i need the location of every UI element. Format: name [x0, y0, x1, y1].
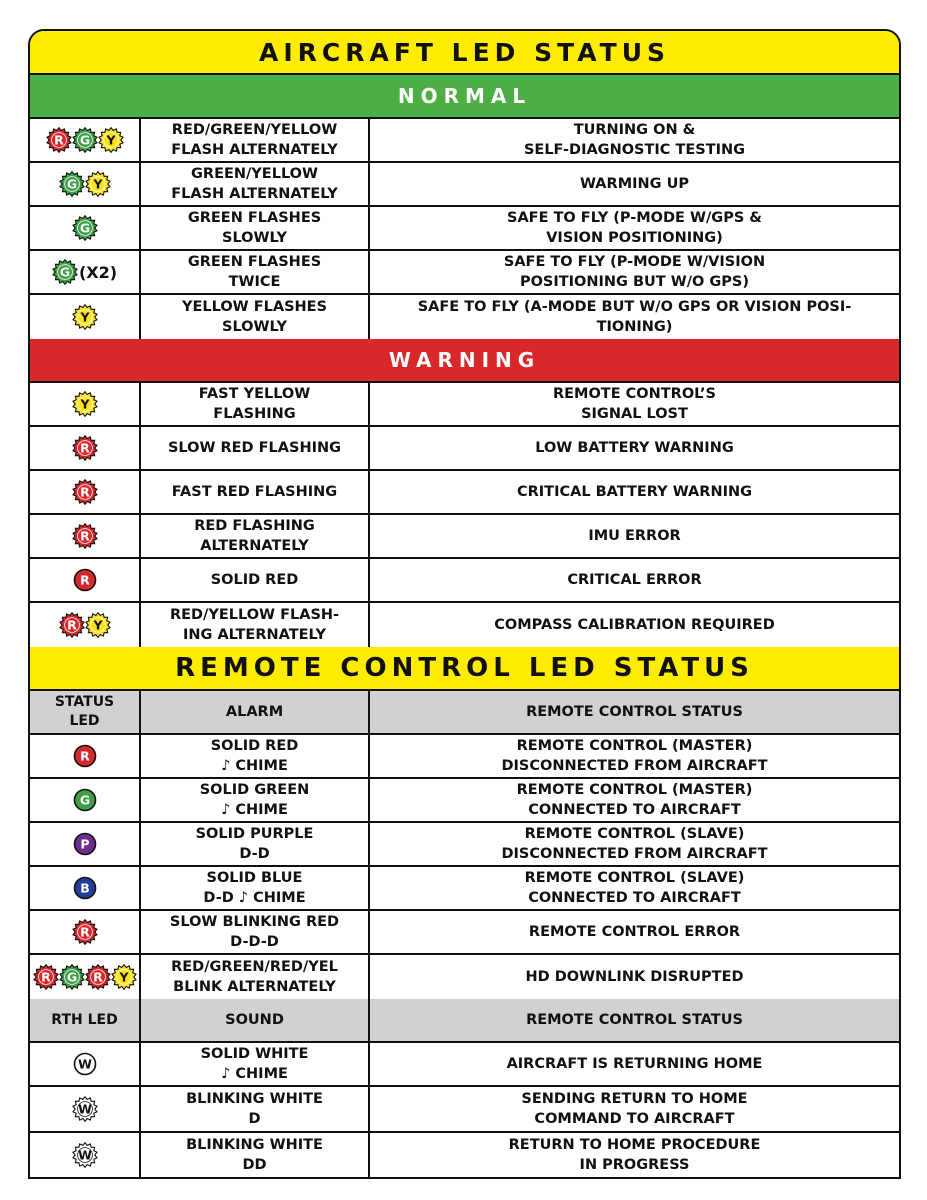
svg-text:R: R [79, 528, 90, 544]
red-led-flash-icon [72, 919, 98, 945]
svg-text:G: G [79, 220, 90, 236]
red-led-flash-icon [72, 435, 98, 461]
status-description-text: REMOTE CONTROL ERROR [528, 924, 741, 940]
led-indicator-cell [30, 955, 141, 999]
led-icon-group [72, 391, 98, 417]
red-led-flash-icon [72, 479, 98, 505]
led-indicator-cell [30, 163, 141, 205]
led-pattern-text: SOLID WHITE ♪ CHIME [141, 1043, 370, 1085]
warning-table [30, 383, 899, 647]
yellow-led-flash-icon [111, 964, 137, 990]
led-icon-group [59, 171, 111, 197]
status-description-text: SAFE TO FLY (P-MODE W/GPS & VISION POSITIONING) [507, 210, 762, 246]
rth-header-led: RTH LED [30, 999, 141, 1041]
status-description-text: TURNING ON & SELF-DIAGNOSTIC TESTING [523, 122, 746, 158]
svg-text:Y: Y [92, 176, 103, 192]
green-led-flash-icon [72, 127, 98, 153]
green-led-flash-icon [59, 171, 85, 197]
rc-status-row [30, 823, 899, 867]
red-led-solid-icon [72, 567, 98, 593]
led-indicator-cell [30, 779, 141, 821]
led-indicator-cell [30, 1087, 141, 1131]
led-pattern-text: GREEN FLASHES SLOWLY [141, 207, 370, 249]
rc-status-row [30, 955, 899, 999]
white-led-blink-icon [72, 1096, 98, 1122]
led-icon-group [72, 215, 98, 241]
red-led-flash-icon [46, 127, 72, 153]
led-indicator-cell [30, 295, 141, 339]
yellow-led-flash-icon [98, 127, 124, 153]
yellow-led-flash-icon [85, 171, 111, 197]
purple-led-solid-icon [72, 831, 98, 857]
led-indicator-cell [30, 911, 141, 953]
status-description-text: SAFE TO FLY (A-MODE BUT W/O GPS OR VISION POSI- TIONING) [417, 299, 852, 335]
white-led-blink-icon [72, 1142, 98, 1168]
led-indicator-cell [30, 867, 141, 909]
svg-text:R: R [79, 924, 90, 940]
rth-header-row [30, 999, 899, 1043]
page-title: AIRCRAFT LED STATUS [30, 31, 899, 75]
red-led-flash-icon [59, 612, 85, 638]
rc-header-led: STATUS LED [30, 691, 141, 733]
led-icon-group [72, 787, 98, 813]
rth-header-sound: SOUND [141, 999, 370, 1041]
red-led-flash-icon [72, 523, 98, 549]
blue-led-solid-icon [72, 875, 98, 901]
led-indicator-cell [30, 603, 141, 647]
red-led-flash-icon [85, 964, 111, 990]
svg-text:R: R [40, 969, 51, 985]
repeat-count-label: (X2) [78, 262, 118, 282]
led-pattern-text: FAST RED FLASHING [141, 471, 370, 513]
normal-status-row [30, 119, 899, 163]
led-indicator-cell [30, 823, 141, 865]
led-pattern-text: RED/GREEN/YELLOW FLASH ALTERNATELY [141, 119, 370, 161]
red-led-solid-icon [72, 743, 98, 769]
led-icon-group [52, 259, 117, 285]
led-indicator-cell [30, 471, 141, 513]
remote-control-title: REMOTE CONTROL LED STATUS [30, 647, 899, 691]
svg-text:R: R [79, 572, 90, 588]
white-led-solid-icon [72, 1051, 98, 1077]
rc-status-row [30, 779, 899, 823]
led-icon-group [72, 1142, 98, 1168]
svg-text:G: G [66, 969, 77, 985]
rc-status-row [30, 735, 899, 779]
svg-text:P: P [79, 836, 90, 852]
status-description-text: RETURN TO HOME PROCEDURE IN PROGRESS [508, 1137, 761, 1173]
led-icon-group [72, 919, 98, 945]
status-description-text: WARMING UP [579, 176, 690, 192]
led-indicator-cell [30, 251, 141, 293]
led-icon-group [72, 743, 98, 769]
led-pattern-text: SOLID BLUE D-D ♪ CHIME [141, 867, 370, 909]
svg-text:R: R [66, 617, 77, 633]
led-icon-group [72, 567, 98, 593]
normal-status-row [30, 163, 899, 207]
status-description-text: CRITICAL BATTERY WARNING [516, 484, 753, 500]
led-indicator-cell [30, 427, 141, 469]
led-icon-group [33, 964, 137, 990]
led-pattern-text: SOLID RED [141, 559, 370, 601]
status-description-text: IMU ERROR [588, 528, 681, 544]
normal-status-row [30, 251, 899, 295]
led-icon-group [46, 127, 124, 153]
warning-status-row [30, 383, 899, 427]
warning-status-row [30, 559, 899, 603]
led-pattern-text: BLINKING WHITE D [141, 1087, 370, 1131]
led-pattern-text: SLOW BLINKING RED D-D-D [141, 911, 370, 953]
svg-text:R: R [79, 440, 90, 456]
status-description-text: REMOTE CONTROL (MASTER) DISCONNECTED FROM AIRCRAFT [501, 738, 768, 774]
led-icon-group [72, 1096, 98, 1122]
normal-status-row [30, 295, 899, 339]
svg-text:Y: Y [79, 309, 90, 325]
led-icon-group [59, 612, 111, 638]
warning-status-row [30, 471, 899, 515]
svg-text:G: G [79, 132, 90, 148]
led-status-sheet [28, 29, 901, 1179]
status-description-text: AIRCRAFT IS RETURNING HOME [506, 1056, 763, 1072]
led-indicator-cell [30, 515, 141, 557]
led-indicator-cell [30, 735, 141, 777]
led-pattern-text: BLINKING WHITE DD [141, 1133, 370, 1177]
led-pattern-text: SOLID RED ♪ CHIME [141, 735, 370, 777]
led-pattern-text: RED FLASHING ALTERNATELY [141, 515, 370, 557]
svg-text:Y: Y [92, 617, 103, 633]
led-icon-group [72, 875, 98, 901]
led-icon-group [72, 479, 98, 505]
svg-text:G: G [79, 792, 90, 808]
status-description-text: CRITICAL ERROR [567, 572, 702, 588]
green-led-flash-icon [59, 964, 85, 990]
rth-table [30, 1043, 899, 1177]
green-led-flash-icon [52, 259, 78, 285]
led-icon-group [72, 304, 98, 330]
yellow-led-flash-icon [72, 304, 98, 330]
rth-header-status: REMOTE CONTROL STATUS [526, 1012, 743, 1028]
led-pattern-text: FAST YELLOW FLASHING [141, 383, 370, 425]
led-indicator-cell [30, 1043, 141, 1085]
led-pattern-text: RED/YELLOW FLASH- ING ALTERNATELY [141, 603, 370, 647]
warning-status-row [30, 427, 899, 471]
rc-header-row [30, 691, 899, 735]
led-pattern-text: SOLID PURPLE D-D [141, 823, 370, 865]
rth-status-row [30, 1087, 899, 1133]
warning-status-row [30, 603, 899, 647]
led-indicator-cell [30, 559, 141, 601]
status-description-text: REMOTE CONTROL (MASTER) CONNECTED TO AIRCRAFT [516, 782, 753, 818]
rc-status-row [30, 911, 899, 955]
status-description-text: REMOTE CONTROL’S SIGNAL LOST [552, 386, 716, 422]
rc-header-alarm: ALARM [141, 691, 370, 733]
normal-status-row [30, 207, 899, 251]
svg-text:R: R [53, 132, 64, 148]
led-pattern-text: RED/GREEN/RED/YEL BLINK ALTERNATELY [141, 955, 370, 999]
led-pattern-text: GREEN FLASHES TWICE [141, 251, 370, 293]
svg-text:W: W [77, 1101, 92, 1117]
svg-text:W: W [77, 1147, 92, 1163]
rc-table [30, 735, 899, 999]
svg-text:R: R [79, 748, 90, 764]
svg-text:B: B [79, 880, 90, 896]
yellow-led-flash-icon [72, 391, 98, 417]
green-led-solid-icon [72, 787, 98, 813]
status-description-text: COMPASS CALIBRATION REQUIRED [494, 617, 775, 633]
yellow-led-flash-icon [85, 612, 111, 638]
status-description-text: REMOTE CONTROL (SLAVE) CONNECTED TO AIRCRAFT [524, 870, 745, 906]
svg-text:W: W [77, 1056, 92, 1072]
svg-text:G: G [66, 176, 77, 192]
section-warning-header: WARNING [30, 339, 899, 383]
status-description-text: HD DOWNLINK DISRUPTED [525, 969, 744, 985]
svg-text:Y: Y [118, 969, 129, 985]
status-description-text: SAFE TO FLY (P-MODE W/VISION POSITIONING BUT W/O GPS) [503, 254, 766, 290]
section-normal-header: NORMAL [30, 75, 899, 119]
status-description-text: SENDING RETURN TO HOME COMMAND TO AIRCRAFT [521, 1091, 748, 1127]
led-pattern-text: SLOW RED FLASHING [141, 427, 370, 469]
led-icon-group [72, 1051, 98, 1077]
svg-text:R: R [79, 484, 90, 500]
led-pattern-text: GREEN/YELLOW FLASH ALTERNATELY [141, 163, 370, 205]
rth-status-row [30, 1043, 899, 1087]
led-icon-group [72, 831, 98, 857]
rc-status-row [30, 867, 899, 911]
svg-text:Y: Y [105, 132, 116, 148]
led-icon-group [72, 435, 98, 461]
svg-text:R: R [92, 969, 103, 985]
status-description-text: REMOTE CONTROL (SLAVE) DISCONNECTED FROM AIRCRAFT [501, 826, 768, 862]
red-led-flash-icon [33, 964, 59, 990]
led-pattern-text: YELLOW FLASHES SLOWLY [141, 295, 370, 339]
status-description-text: LOW BATTERY WARNING [535, 440, 734, 456]
led-indicator-cell [30, 207, 141, 249]
green-led-flash-icon [72, 215, 98, 241]
warning-status-row [30, 515, 899, 559]
svg-text:G: G [59, 264, 71, 280]
led-indicator-cell [30, 119, 141, 161]
rth-status-row [30, 1133, 899, 1177]
led-pattern-text: SOLID GREEN ♪ CHIME [141, 779, 370, 821]
rc-header-status: REMOTE CONTROL STATUS [526, 704, 743, 720]
svg-text:Y: Y [79, 396, 90, 412]
led-icon-group [72, 523, 98, 549]
led-indicator-cell [30, 1133, 141, 1177]
normal-table [30, 119, 899, 339]
led-indicator-cell [30, 383, 141, 425]
